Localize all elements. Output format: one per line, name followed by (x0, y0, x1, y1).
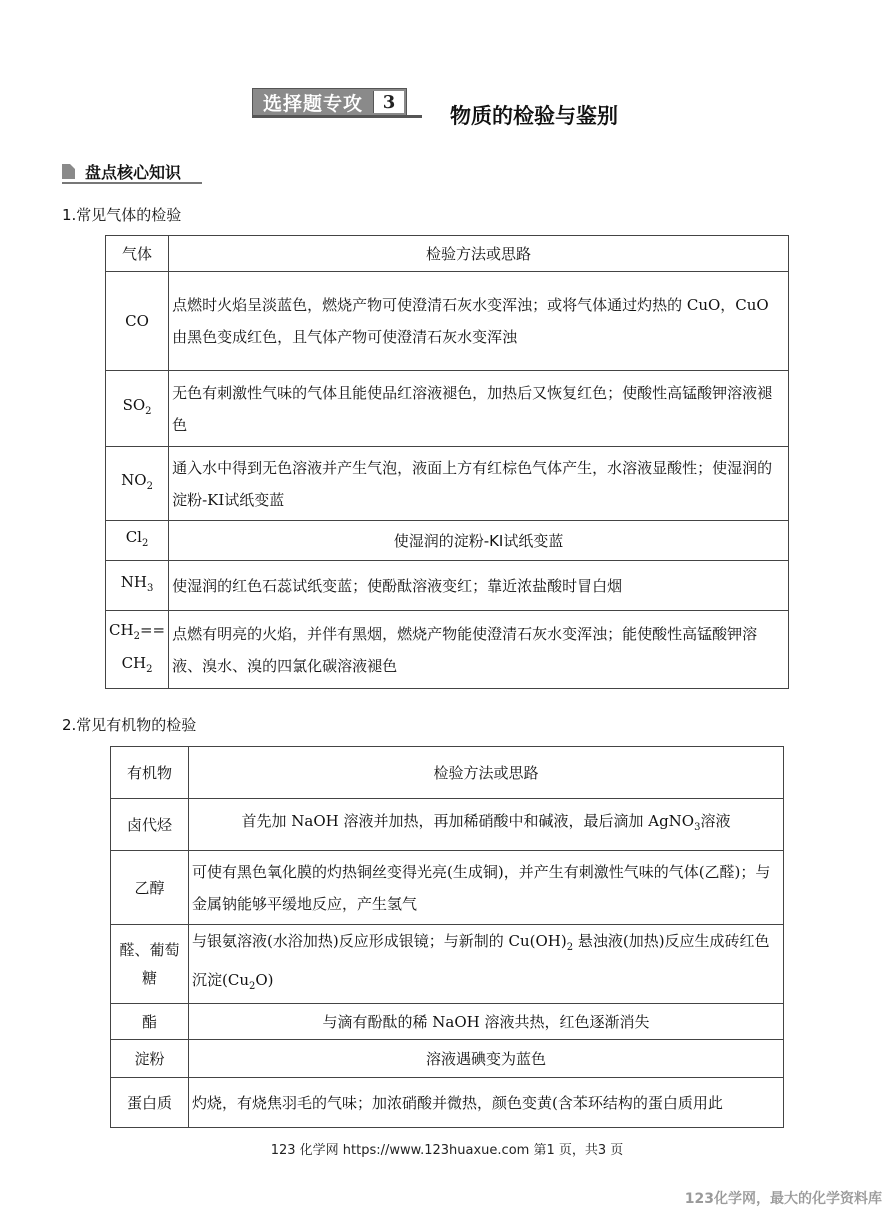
gas-name: $NO_2$ (106, 447, 169, 521)
header-cell: 检验方法或思路 (189, 747, 784, 799)
gas-method: 使湿润的红色石蕊试纸变蓝；使酚酞溶液变红；靠近浓盐酸时冒白烟 (169, 561, 789, 611)
organic-method: 与滴有酚酞的稀 NaOH 溶液共热，红色逐渐消失 (189, 1004, 784, 1040)
table-row (111, 925, 784, 1004)
document-icon (62, 164, 75, 179)
table-row (111, 1040, 784, 1078)
table-row (106, 371, 789, 447)
organic-name: 卤代烃 (111, 799, 189, 851)
badge-number: 3 (373, 91, 404, 113)
gas-name: $Cl_2$ (106, 521, 169, 561)
organic-method: 首先加 NaOH 溶液并加热，再加稀硝酸中和碱液，最后滴加 AgNO$_3$溶液 (189, 799, 784, 851)
table-row (111, 1004, 784, 1040)
gas-heading: 1.常见气体的检验 (62, 206, 182, 224)
section-underline (62, 182, 202, 184)
page-footer: 123 化学网 https://www.123huaxue.com 第1 页，共3 页 (270, 1143, 624, 1158)
header-cell: 气体 (106, 236, 169, 272)
organic-name: 醛、葡萄糖 (111, 925, 189, 1004)
section-label: 盘点核心知识 (85, 163, 182, 182)
table-row (106, 521, 789, 561)
table-row (111, 799, 784, 851)
organic-method: 与银氨溶液(水浴加热)反应形成银镜；与新制的 $Cu(OH)_2$ 悬浊液(加热)反应生成砖红色沉淀$(Cu_2O)$ (189, 925, 784, 1004)
gas-method: 点燃时火焰呈淡蓝色，燃烧产物可使澄清石灰水变浑浊；或将气体通过灼热的 CuO，CuO 由黑色变成红色，且气体产物可使澄清石灰水变浑浊 (169, 272, 789, 371)
badge-underline (252, 115, 422, 118)
table-header-row (111, 747, 784, 799)
watermark: 123化学网，最大的化学资料库 (684, 1191, 882, 1207)
table-row (111, 851, 784, 925)
gas-name: $CH_2==$ $CH_2$ (106, 611, 169, 689)
gas-method: 通入水中得到无色溶液并产生气泡，液面上方有红棕色气体产生，水溶液显酸性；使湿润的淀粉-KI试纸变蓝 (169, 447, 789, 521)
table-row (106, 611, 789, 689)
organic-method: 可使有黑色氧化膜的灼热铜丝变得光亮(生成铜)，并产生有刺激性气味的气体(乙醛)；与金属钠能够平缓地反应，产生氢气 (189, 851, 784, 925)
table-row (111, 1078, 784, 1128)
badge (252, 88, 407, 116)
header-badge (252, 88, 407, 118)
gas-name: CO (106, 272, 169, 371)
gas-name: $SO_2$ (106, 371, 169, 447)
table-row (106, 447, 789, 521)
gas-method: 点燃有明亮的火焰，并伴有黑烟，燃烧产物能使澄清石灰水变浑浊；能使酸性高锰酸钾溶液、溴水、溴的四氯化碳溶液褪色 (169, 611, 789, 689)
table-row (106, 272, 789, 371)
organic-name: 乙醇 (111, 851, 189, 925)
table-row (106, 561, 789, 611)
gas-method: 使湿润的淀粉-KI试纸变蓝 (169, 521, 789, 561)
gas-method: 无色有刺激性气味的气体且能使品红溶液褪色，加热后又恢复红色；使酸性高锰酸钾溶液褪色 (169, 371, 789, 447)
gas-name: $NH_3$ (106, 561, 169, 611)
organic-name: 淀粉 (111, 1040, 189, 1078)
badge-label: 选择题专攻 (263, 92, 364, 115)
organic-name: 酯 (111, 1004, 189, 1040)
organic-name: 蛋白质 (111, 1078, 189, 1128)
header-cell: 检验方法或思路 (169, 236, 789, 272)
page-title: 物质的检验与鉴别 (450, 104, 618, 128)
organic-method: 灼烧，有烧焦羽毛的气味；加浓硝酸并微热，颜色变黄(含苯环结构的蛋白质用此 (189, 1078, 784, 1128)
organic-table (110, 746, 784, 1128)
gas-table (105, 235, 789, 689)
organic-method: 溶液遇碘变为蓝色 (189, 1040, 784, 1078)
section-heading (62, 160, 181, 183)
header-cell: 有机物 (111, 747, 189, 799)
table-header-row (106, 236, 789, 272)
organic-heading: 2.常见有机物的检验 (62, 716, 197, 734)
